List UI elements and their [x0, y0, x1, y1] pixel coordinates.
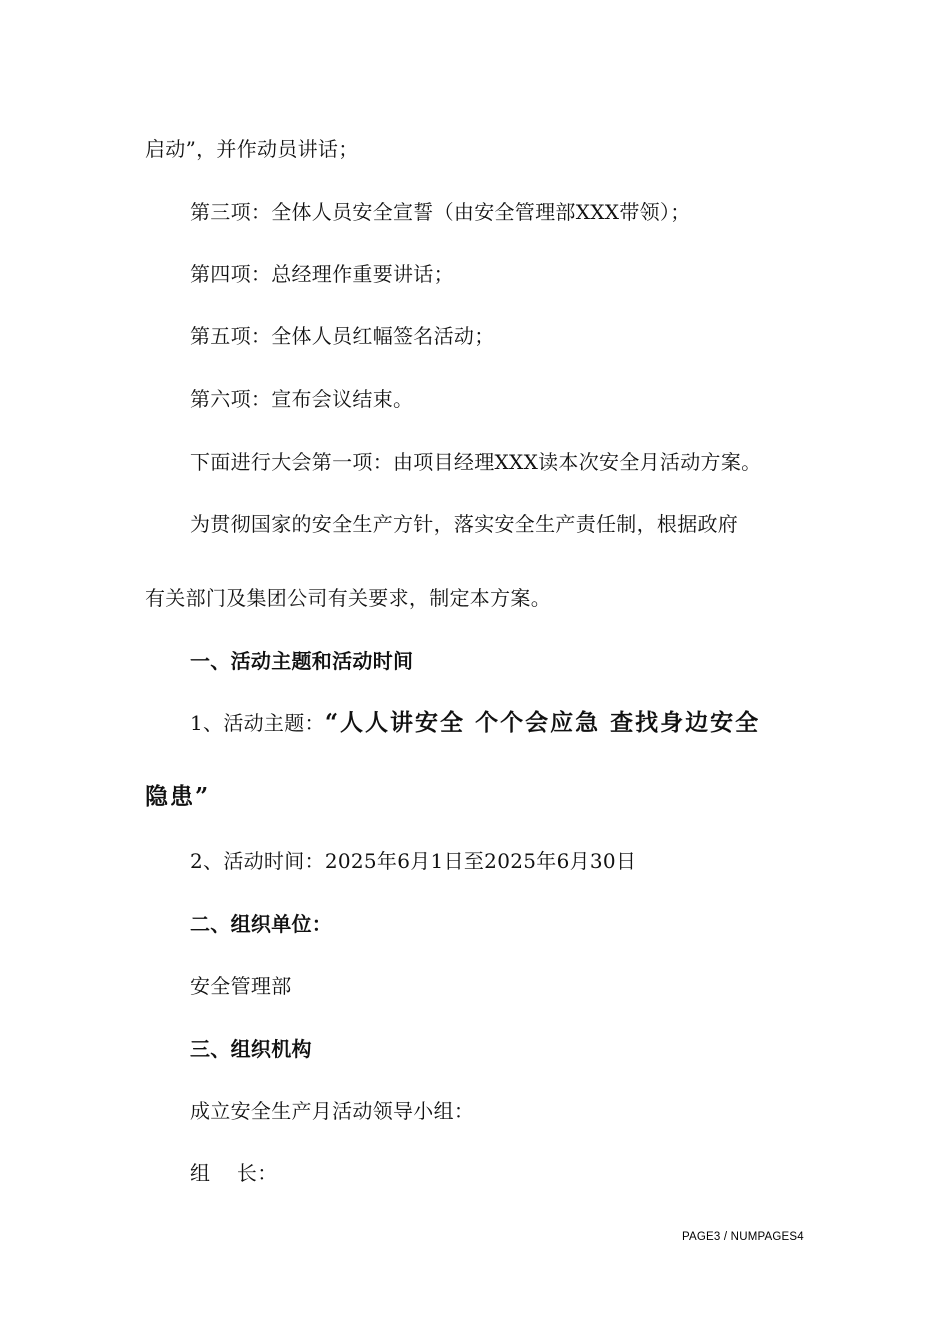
- agenda-first-item-intro: 下面进行大会第一项：由项目经理XXX读本次安全月活动方案。: [190, 450, 762, 474]
- activity-time-line: 2、活动时间：2025年6月1日至2025年6月30日: [190, 849, 637, 873]
- section-heading-3: 三、组织机构: [190, 1037, 312, 1061]
- group-leader-label: 组 长：: [190, 1161, 278, 1185]
- paragraph-purpose-line-1: 为贯彻国家的安全生产方针，落实安全生产责任制，根据政府: [190, 512, 739, 536]
- activity-theme-text: “人人讲安全 个个会应急 查找身边安全: [324, 709, 761, 736]
- page-number-footer: PAGE3 / NUMPAGES4: [682, 1231, 804, 1243]
- agenda-item-5: 第五项：全体人员红幅签名活动；: [190, 324, 495, 348]
- section-heading-2: 二、组织单位：: [190, 912, 333, 936]
- organizing-unit: 安全管理部: [190, 974, 292, 998]
- organization-intro: 成立安全生产月活动领导小组：: [190, 1099, 475, 1123]
- paragraph-purpose-line-2: 有关部门及集团公司有关要求，制定本方案。: [145, 586, 551, 610]
- activity-theme-label: 1、活动主题：: [190, 711, 325, 735]
- agenda-item-4: 第四项：总经理作重要讲话；: [190, 262, 454, 286]
- section-heading-1: 一、活动主题和活动时间: [190, 649, 414, 673]
- activity-theme-text-continued: 隐患”: [145, 783, 211, 810]
- text-line-continuation: 启动”，并作动员讲话；: [145, 137, 359, 161]
- agenda-item-3: 第三项：全体人员安全宣誓（由安全管理部XXX带领）；: [190, 200, 691, 224]
- agenda-item-6: 第六项：宣布会议结束。: [190, 387, 414, 411]
- activity-theme-line: [190, 711, 760, 735]
